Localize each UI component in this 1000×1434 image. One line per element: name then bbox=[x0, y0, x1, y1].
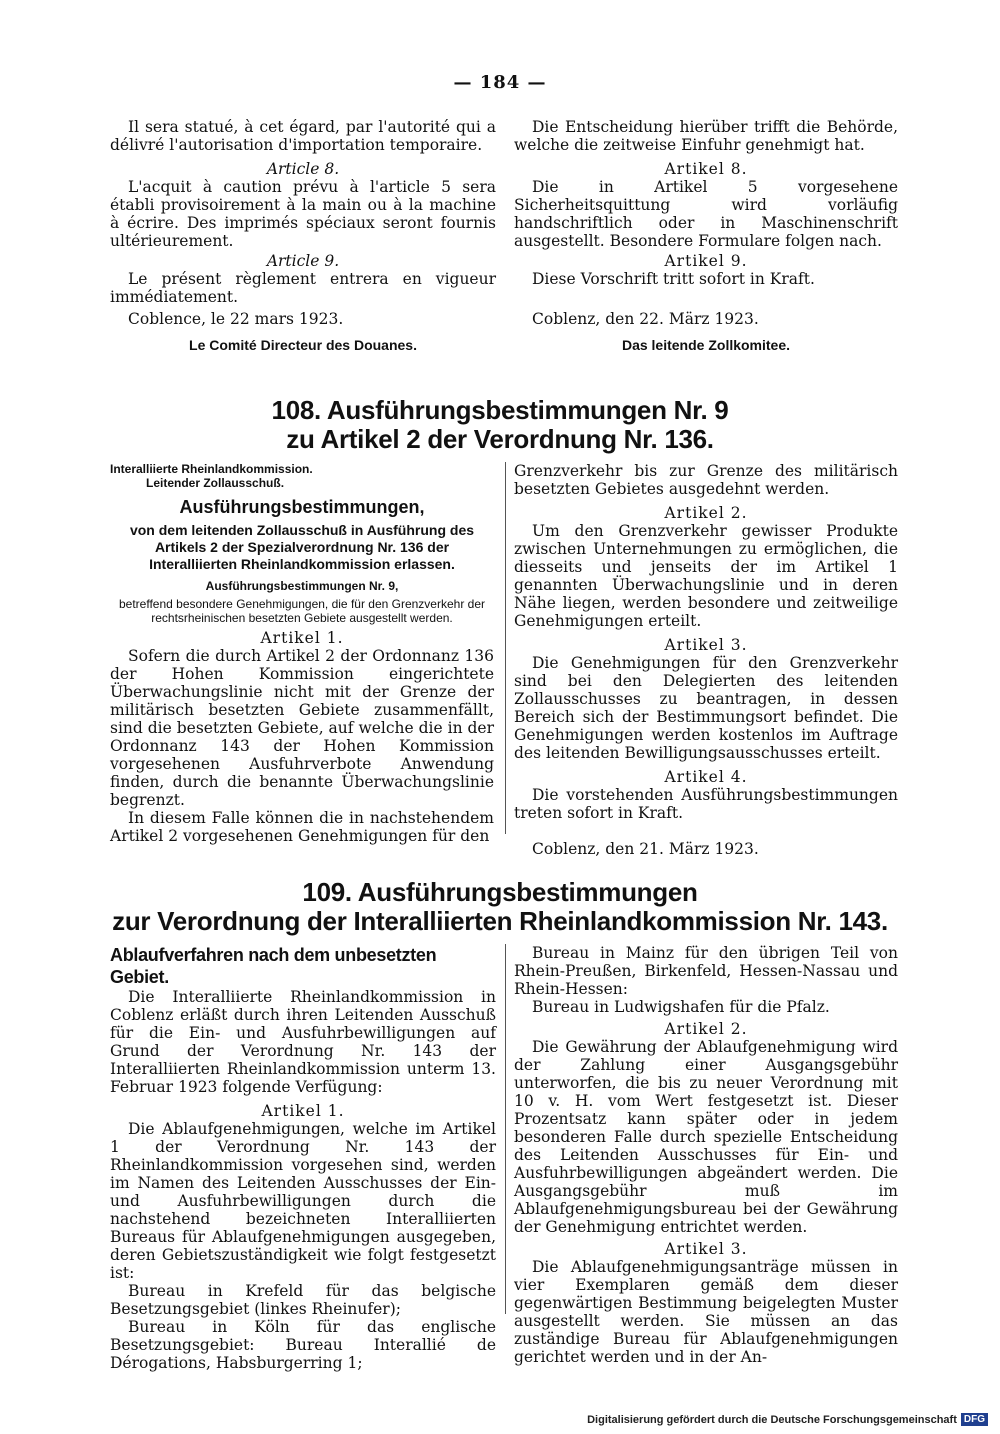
article-9-text: Le présent règlement entrera en vigueur immédiatement. bbox=[110, 270, 496, 306]
bureau-koeln: Bureau in Köln für das englische Besetzungsgebiet: Bureau Interallié de Dérogations, Habsburgerring 1; bbox=[110, 1318, 496, 1372]
artikel-8-title: Artikel 8. bbox=[664, 160, 748, 178]
section-109-artikel-1-title: Artikel 1. bbox=[261, 1102, 345, 1120]
section-109-heading-line1: 109. Ausführungsbestimmungen bbox=[302, 877, 698, 907]
regulation-sub-heading: Ausführungsbestimmungen Nr. 9, bbox=[205, 579, 399, 593]
bureau-mainz: Bureau in Mainz für den übrigen Teil von Rhein-Preußen, Birkenfeld, Hessen-Nassau und Rhein-Hessen: bbox=[514, 944, 898, 998]
section-109-right-column bbox=[514, 944, 898, 1366]
regulation-sub-desc: betreffend besondere Genehmigungen, die für den Grenzverkehr der rechtsrheinischen besetzten Gebiete ausgestellt werden. bbox=[118, 597, 486, 625]
section-108-left-column bbox=[110, 462, 494, 845]
article-8-title: Article 8. bbox=[266, 160, 340, 178]
top-right-column bbox=[514, 118, 898, 354]
section-109-title: Ablaufverfahren nach dem unbesetzten Gebiet. bbox=[110, 945, 437, 987]
section-108-artikel-1-title: Artikel 1. bbox=[260, 629, 344, 647]
section-108-artikel-3-text: Die Genehmigungen für den Grenzverkehr sind bei den Delegierten des leitenden Zollausschusses zu beantragen, in dessen Bereich sich der Bestimmungsort befindet. Die Genehmigungen werden kostenlos im Auftrage des leitenden Bewilligungsausschusses erteilt. bbox=[514, 654, 898, 762]
top-left-signature: Le Comité Directeur des Douanes. bbox=[189, 337, 417, 353]
section-108-heading bbox=[0, 396, 1000, 454]
top-left-para: Il sera statué, à cet égard, par l'autorité qui a délivré l'autorisation d'importation temporaire. bbox=[110, 118, 496, 154]
section-108-heading-line2: zu Artikel 2 der Verordnung Nr. 136. bbox=[286, 424, 714, 454]
section-109-left-column bbox=[110, 944, 496, 1372]
article-8-text: L'acquit à caution prévu à l'article 5 sera établi provisoirement à la main ou à la machine à écrire. Des imprimés spéciaux seront fournis ultérieurement. bbox=[110, 178, 496, 250]
article-9-title: Article 9. bbox=[266, 252, 340, 270]
bureau-krefeld: Bureau in Krefeld für das belgische Besetzungsgebiet (linkes Rheinufer); bbox=[110, 1282, 496, 1318]
section-109-heading bbox=[0, 878, 1000, 936]
authority-line-1: Interalliierte Rheinlandkommission. bbox=[110, 462, 313, 476]
section-108-heading-line1: 108. Ausführungsbestimmungen Nr. 9 bbox=[271, 395, 729, 425]
top-left-date: Coblence, le 22 mars 1923. bbox=[128, 310, 344, 328]
section-109-artikel-1-text: Die Ablaufgenehmigungen, welche im Artikel 1 der Verordnung Nr. 143 der Rheinlandkommission vorgesehen sind, werden im Namen des Leitenden Ausschusses der Ein- und Ausfuhrbewilligungen durch die nachstehend bezeichneten Interalliierten Bureaus für Ablaufgenehmigungen ausgegeben, deren Gebietszuständigkeit wie folgt festgesetzt ist: bbox=[110, 1120, 496, 1282]
section-109-artikel-3-title: Artikel 3. bbox=[664, 1240, 748, 1258]
footer-text: Digitalisierung gefördert durch die Deutsche Forschungsgemeinschaft bbox=[587, 1413, 957, 1426]
bureau-ludwigshafen: Bureau in Ludwigshafen für die Pfalz. bbox=[532, 998, 830, 1016]
section-108-right-column bbox=[514, 462, 898, 858]
section-108-artikel-3-title: Artikel 3. bbox=[664, 636, 748, 654]
section-108-right-para: Grenzverkehr bis zur Grenze des militärisch besetzten Gebietes ausgedehnt werden. bbox=[514, 462, 898, 498]
section-108-artikel-2-title: Artikel 2. bbox=[664, 504, 748, 522]
top-right-signature: Das leitende Zollkomitee. bbox=[621, 337, 791, 353]
artikel-9-text: Diese Vorschrift tritt sofort in Kraft. bbox=[532, 270, 815, 288]
section-108-date: Coblenz, den 21. März 1923. bbox=[532, 840, 759, 858]
section-108-artikel-4-title: Artikel 4. bbox=[664, 768, 748, 786]
section-109-artikel-2-title: Artikel 2. bbox=[664, 1020, 748, 1038]
column-divider-2 bbox=[505, 944, 506, 1314]
section-109-artikel-2-text: Die Gewährung der Ablaufgenehmigung wird der Zahlung einer Ausgangsgebühr unterworfen, die bis zu neuer Verordnung mit 10 v. H. vom Wert festgesetzt ist. Dieser Prozentsatz kann später oder in jedem besonderen Falle durch spezielle Entscheidung des Leitenden Ausschusses für Ein- und Ausfuhrbewilligungen abgeändert werden. Die Ausgangsgebühr muß im Ablaufgenehmigungsbureau bei der Gewährung der Genehmigung entrichtet werden. bbox=[514, 1038, 898, 1236]
top-right-para: Die Entscheidung hierüber trifft die Behörde, welche die zeitweise Einfuhr genehmigt hat. bbox=[514, 118, 898, 154]
section-108-artikel-1-text2: In diesem Falle können die in nachstehendem Artikel 2 vorgesehenen Genehmigungen für den bbox=[110, 809, 494, 845]
footer bbox=[587, 1413, 988, 1426]
artikel-8-text: Die in Artikel 5 vorgesehene Sicherheitsquittung wird vorläufig handschriftlich oder in Maschinenschrift ausgestellt. Besondere Formulare folgen nach. bbox=[514, 178, 898, 250]
top-left-column bbox=[110, 118, 496, 354]
authority-line-2: Leitender Zollausschuß. bbox=[146, 476, 285, 490]
section-109-intro: Die Interalliierte Rheinlandkommission in Coblenz erläßt durch ihren Leitenden Ausschuß für die Ein- und Ausfuhrbewilligungen auf Grund der Verordnung Nr. 143 der Interalliierten Rheinlandkommission unterm 13. Februar 1923 folgende Verfügung: bbox=[110, 988, 496, 1096]
regulation-title: Ausführungsbestimmungen, bbox=[179, 497, 425, 517]
artikel-9-title: Artikel 9. bbox=[664, 252, 748, 270]
top-right-date: Coblenz, den 22. März 1923. bbox=[532, 310, 759, 328]
section-108-artikel-1-text: Sofern die durch Artikel 2 der Ordonnanz 136 der Hohen Kommission eingerichtete Überwachungslinie nicht mit der Grenze der militärisch besetzten Gebiete zusammenfällt, sind die besetzten Gebiete, auf welche die in der Ordonnanz 143 der Hohen Kommission vorgesehenen Ausfuhrverbote Anwendung finden, durch die benannte Überwachungslinie begrenzt. bbox=[110, 647, 494, 809]
section-109-artikel-3-text: Die Ablaufgenehmigungsanträge müssen in vier Exemplaren gemäß dem dieser gegenwärtigen Bestimmung beigelegten Muster ausgestellt werden. Sie müssen an das zuständige Bureau für Ablaufgenehmigungen gerichtet werden und in der An- bbox=[514, 1258, 898, 1366]
section-108-artikel-4-text: Die vorstehenden Ausführungsbestimmungen treten sofort in Kraft. bbox=[514, 786, 898, 822]
column-divider bbox=[505, 462, 506, 834]
regulation-subtitle: von dem leitenden Zollausschuß in Ausführung des Artikels 2 der Spezialverordnung Nr. 136 der Interalliierten Rheinlandkommission erlassen. bbox=[129, 522, 475, 572]
dfg-logo-icon: DFG bbox=[961, 1413, 988, 1426]
page-number: — 184 — bbox=[453, 72, 547, 93]
section-108-artikel-2-text: Um den Grenzverkehr gewisser Produkte zwischen Unternehmungen zu ermöglichen, die diesseits und jenseits der im Artikel 1 genannten Überwachungslinie und in deren Nähe liegen, werden besondere und zeitweilige Genehmigungen erteilt. bbox=[514, 522, 898, 630]
section-109-heading-line2: zur Verordnung der Interalliierten Rheinlandkommission Nr. 143. bbox=[112, 906, 888, 936]
